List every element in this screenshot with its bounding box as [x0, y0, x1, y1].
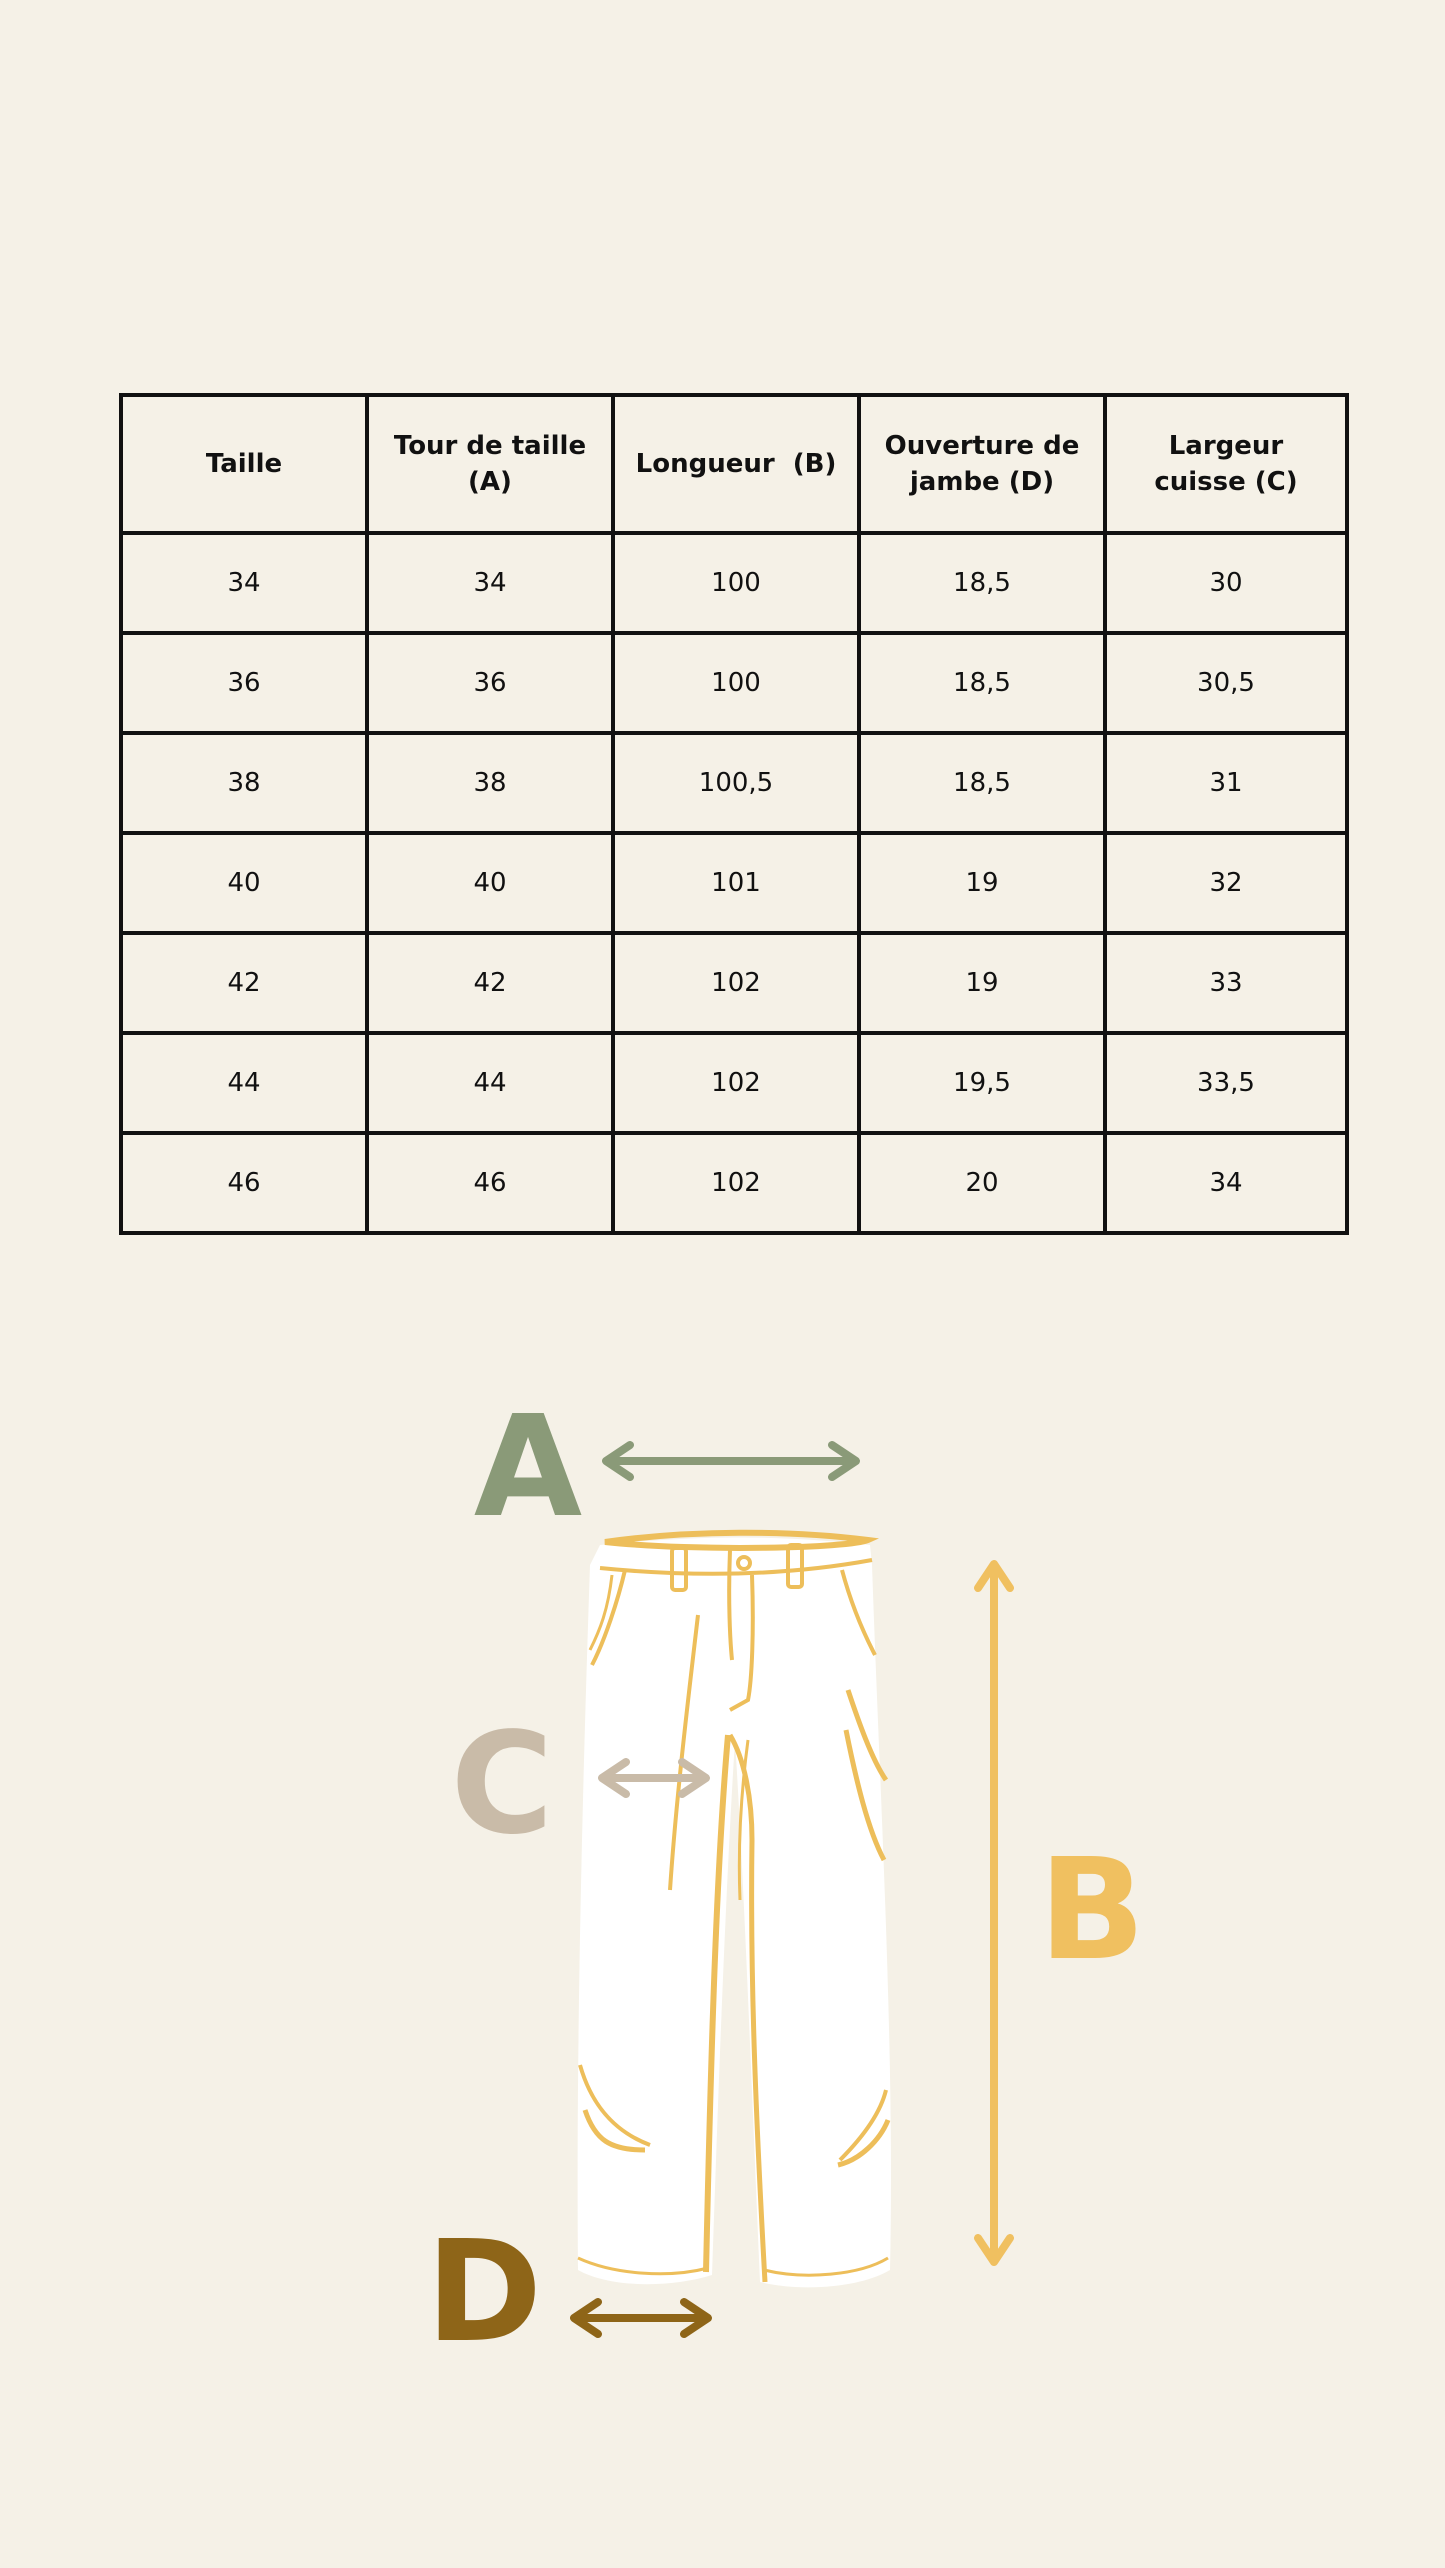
header-ouverture-de-jambe: Ouverture de jambe (D)	[859, 395, 1105, 533]
label-b: B	[1038, 1829, 1146, 1992]
table-cell: 18,5	[859, 733, 1105, 833]
table-cell: 34	[367, 533, 613, 633]
table-cell: 44	[367, 1033, 613, 1133]
table-cell: 18,5	[859, 533, 1105, 633]
table-cell: 30	[1105, 533, 1347, 633]
table-cell: 101	[613, 833, 859, 933]
table-cell: 33	[1105, 933, 1347, 1033]
table-cell: 20	[859, 1133, 1105, 1233]
table-cell: 40	[367, 833, 613, 933]
label-c: C	[450, 1703, 554, 1866]
table-cell: 34	[1105, 1133, 1347, 1233]
table-cell: 19	[859, 933, 1105, 1033]
table-cell: 34	[121, 533, 367, 633]
header-largeur-cuisse: Largeur cuisse (C)	[1105, 395, 1347, 533]
table-cell: 102	[613, 1133, 859, 1233]
table-cell: 38	[121, 733, 367, 833]
table-cell: 38	[367, 733, 613, 833]
table-cell: 102	[613, 933, 859, 1033]
table-cell: 19,5	[859, 1033, 1105, 1133]
table-cell: 31	[1105, 733, 1347, 833]
table-cell: 36	[367, 633, 613, 733]
table-cell: 100	[613, 533, 859, 633]
label-a: A	[473, 1386, 583, 1549]
header-tour-de-taille: Tour de taille (A)	[367, 395, 613, 533]
pants-illustration	[578, 1533, 891, 2288]
table-cell: 102	[613, 1033, 859, 1133]
table-cell: 44	[121, 1033, 367, 1133]
table-cell: 40	[121, 833, 367, 933]
table-cell: 30,5	[1105, 633, 1347, 733]
table-cell: 42	[121, 933, 367, 1033]
header-longueur: Longueur (B)	[613, 395, 859, 533]
table-cell: 18,5	[859, 633, 1105, 733]
table-cell: 100,5	[613, 733, 859, 833]
table-cell: 46	[367, 1133, 613, 1233]
table-cell: 32	[1105, 833, 1347, 933]
table-cell: 46	[121, 1133, 367, 1233]
table-cell: 19	[859, 833, 1105, 933]
label-d: D	[425, 2211, 543, 2374]
table-cell: 36	[121, 633, 367, 733]
table-cell: 42	[367, 933, 613, 1033]
table-cell: 33,5	[1105, 1033, 1347, 1133]
table-cell: 100	[613, 633, 859, 733]
header-taille: Taille	[121, 395, 367, 533]
